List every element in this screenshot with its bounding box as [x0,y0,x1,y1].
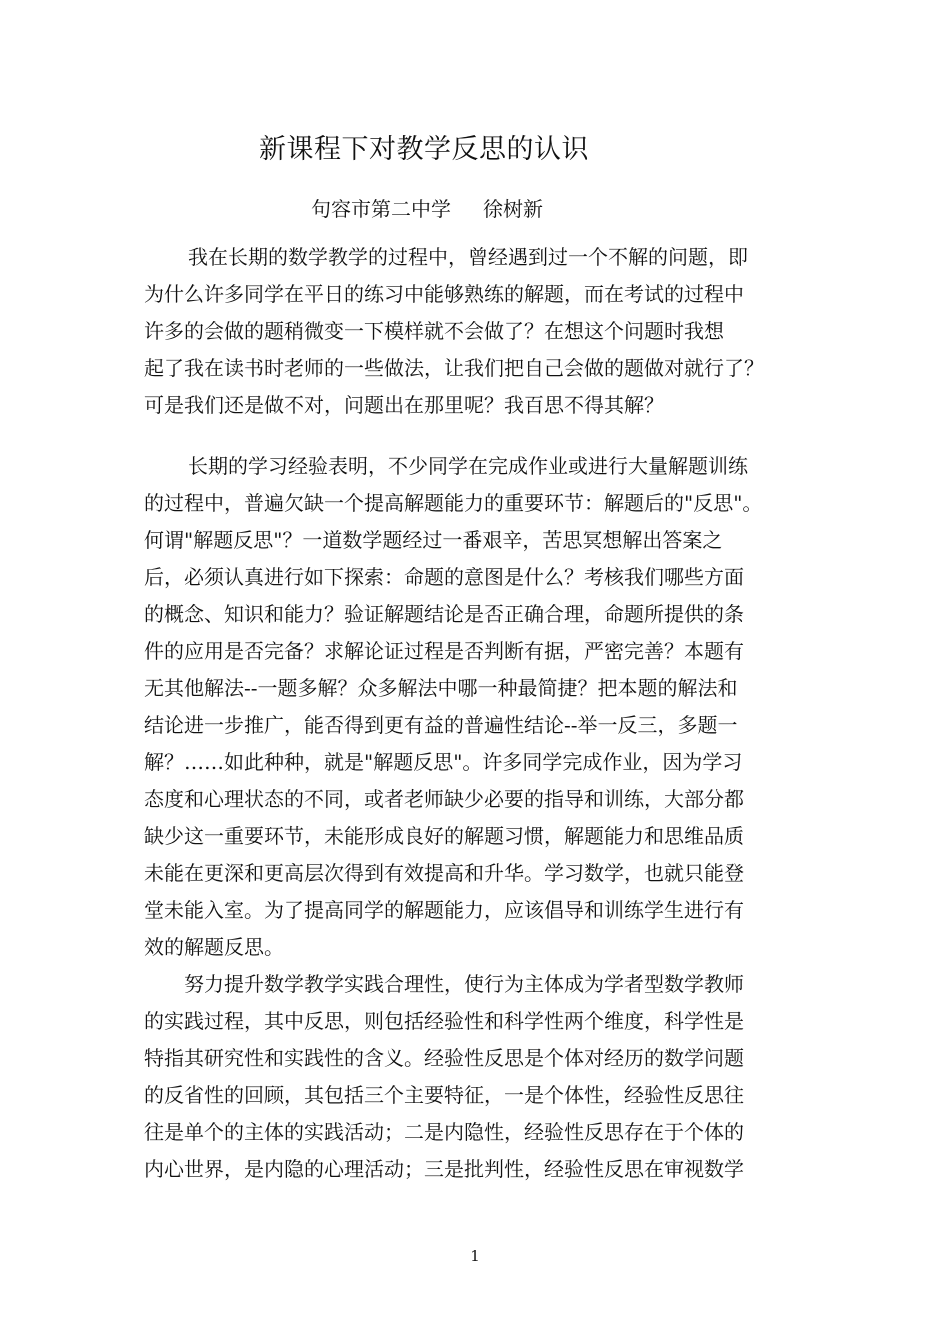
paragraph-line: 我在长期的数学教学的过程中，曾经遇到过一个不解的问题，即 [188,245,748,269]
paragraph-line: 内心世界，是内隐的心理活动；三是批判性，经验性反思在审视数学 [144,1157,744,1181]
byline [311,194,543,224]
paragraph-line: 缺少这一重要环节，未能形成良好的解题习惯，解题能力和思维品质 [144,824,744,848]
paragraph-line: 解？……如此种种，就是"解题反思"。许多同学完成作业，因为学习 [144,750,743,774]
page-number: 1 [470,1247,480,1265]
paragraph-line: 堂未能入室。为了提高同学的解题能力，应该倡导和训练学生进行有 [144,898,744,922]
paragraph-line: 许多的会做的题稍微变一下模样就不会做了？在想这个问题时我想 [144,319,724,343]
paragraph-line: 件的应用是否完备？求解论证过程是否判断有据，严密完善？本题有 [144,639,744,663]
paragraph-line: 的反省性的回顾，其包括三个主要特征，一是个体性，经验性反思往 [144,1083,744,1107]
paragraph-line: 的概念、知识和能力？验证解题结论是否正确合理，命题所提供的条 [144,602,744,626]
paragraph-line: 特指其研究性和实践性的含义。经验性反思是个体对经历的数学问题 [144,1046,744,1070]
paragraph-3 [144,966,824,1188]
paragraph-line: 效的解题反思。 [144,935,284,959]
paragraph-1 [144,239,824,424]
paragraph-line: 态度和心理状态的不同，或者老师缺少必要的指导和训练，大部分都 [144,787,744,811]
paragraph-line: 后，必须认真进行如下探索：命题的意图是什么？考核我们哪些方面 [144,565,744,589]
paragraph-line: 的过程中，普遍欠缺一个提高解题能力的重要环节：解题后的"反思"。 [144,491,763,515]
paragraph-line: 可是我们还是做不对，问题出在那里呢？我百思不得其解？ [144,393,664,417]
paragraph-line: 的实践过程，其中反思，则包括经验性和科学性两个维度，科学性是 [144,1009,744,1033]
document-title: 新课程下对教学反思的认识 [259,134,589,165]
author-name: 徐树新 [483,197,543,221]
paragraph-line: 未能在更深和更高层次得到有效提高和升华。学习数学，也就只能登 [144,861,744,885]
paragraph-line: 往是单个的主体的实践活动；二是内隐性，经验性反思存在于个体的 [144,1120,744,1144]
paragraph-line: 为什么许多同学在平日的练习中能够熟练的解题，而在考试的过程中 [144,282,744,306]
school-name: 句容市第二中学 [311,197,451,221]
paragraph-line: 努力提升数学教学实践合理性，使行为主体成为学者型数学教师 [184,972,744,996]
paragraph-line: 何谓"解题反思"？一道数学题经过一番艰辛，苦思冥想解出答案之 [144,528,723,552]
paragraph-line: 无其他解法--一题多解？众多解法中哪一种最简捷？把本题的解法和 [144,676,738,700]
paragraph-line: 结论进一步推广，能否得到更有益的普遍性结论--举一反三，多题一 [144,713,738,737]
paragraph-2 [144,448,824,966]
paragraph-line: 长期的学习经验表明，不少同学在完成作业或进行大量解题训练 [188,454,748,478]
paragraph-line: 起了我在读书时老师的一些做法，让我们把自己会做的题做对就行了？ [144,356,764,380]
